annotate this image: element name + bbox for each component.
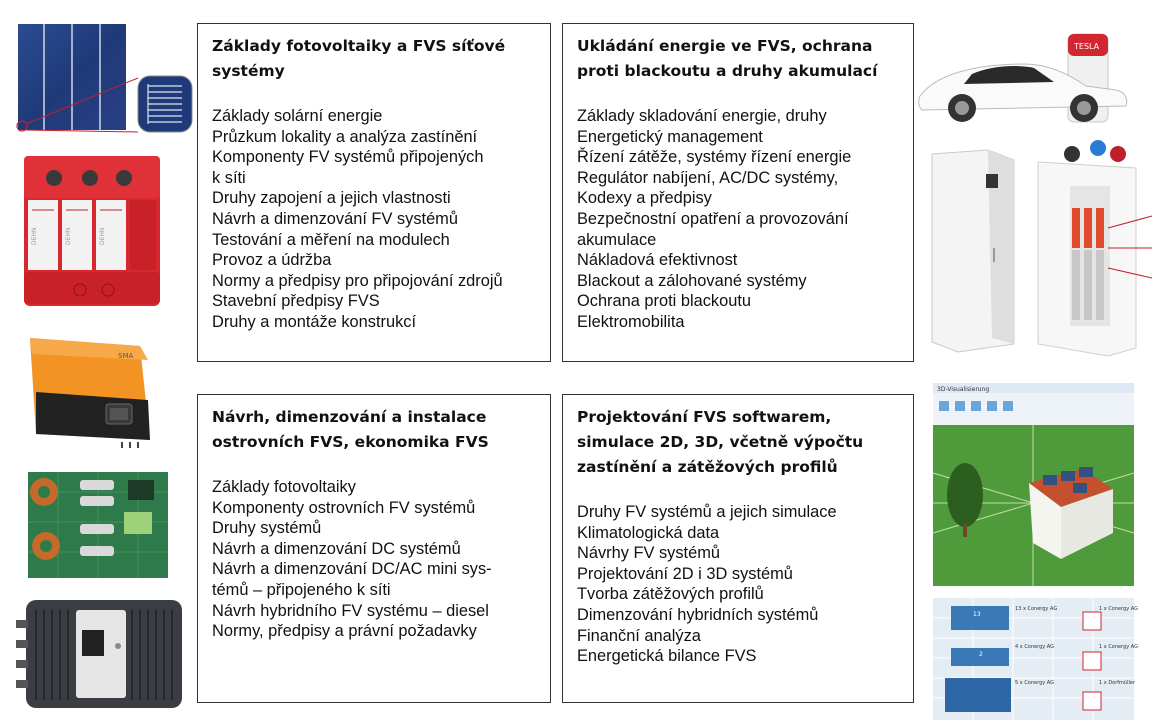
list-item: Tvorba zátěžových profilů bbox=[577, 585, 764, 604]
list-item: témů – připojeného k síti bbox=[212, 580, 391, 599]
string-label-3: 5 x Conergy AG bbox=[1015, 680, 1055, 686]
list-item: Nákladová efektivnost bbox=[577, 251, 738, 270]
electric-car-image bbox=[916, 26, 1148, 126]
list-item: Energetická bilance FVS bbox=[577, 647, 757, 666]
software-window-title: 3D-Visualisierung bbox=[937, 386, 990, 393]
tesla-logo: TESLA bbox=[1074, 42, 1100, 51]
solar-cell-image bbox=[14, 20, 194, 135]
list-item: Návrh hybridního FV systému – diesel bbox=[212, 601, 489, 620]
list-item: Ochrana proti blackoutu bbox=[577, 292, 752, 311]
topic-list bbox=[577, 502, 899, 667]
inverter-image bbox=[22, 330, 156, 450]
inverter-label-2: 1 x Conergy AG bbox=[1099, 644, 1139, 650]
list-item: akumulace bbox=[577, 230, 657, 249]
svg-text:DEHN: DEHN bbox=[99, 227, 106, 245]
box-offgrid-systems bbox=[197, 394, 551, 703]
topic-list bbox=[577, 106, 899, 333]
offgrid-inverter-image bbox=[12, 596, 184, 712]
list-item: Dimenzování hybridních systémů bbox=[577, 605, 819, 624]
list-item: Stavební předpisy FVS bbox=[212, 292, 380, 311]
box-software-design bbox=[562, 394, 914, 703]
list-item: Návrh a dimenzování DC systémů bbox=[212, 539, 461, 558]
box-title: Projektování FVS softwarem, simulace 2D, 3D, včetně výpočtu zastínění a zátěžových profilů bbox=[577, 408, 864, 476]
battery-storage-image bbox=[922, 138, 1154, 360]
list-item: Provoz a údržba bbox=[212, 251, 332, 270]
list-item: Průzkum lokality a analýza zastínění bbox=[212, 127, 478, 146]
box-energy-storage bbox=[562, 23, 914, 362]
list-item: Energetický management bbox=[577, 127, 763, 146]
list-item: Elektromobilita bbox=[577, 312, 685, 331]
list-item: Návrh a dimenzování DC/AC mini sys- bbox=[212, 560, 492, 579]
string-count-1: 13 bbox=[973, 611, 981, 618]
list-item: Řízení zátěže, systémy řízení energie bbox=[577, 148, 852, 167]
inverter-label-1: 1 x Conergy AG bbox=[1099, 606, 1139, 612]
svg-text:DEHN: DEHN bbox=[31, 227, 38, 245]
list-item: Kodexy a předpisy bbox=[577, 189, 712, 208]
list-item: Návrh a dimenzování FV systémů bbox=[212, 209, 458, 228]
list-item: Regulátor nabíjení, AC/DC systémy, bbox=[577, 168, 839, 187]
list-item: Projektování 2D i 3D systémů bbox=[577, 564, 793, 583]
box-title: Základy fotovoltaiky a FVS síťové systémy bbox=[212, 37, 506, 80]
list-item: Normy, předpisy a právní požadavky bbox=[212, 622, 477, 641]
surge-protector-image bbox=[18, 150, 166, 308]
topic-list bbox=[212, 477, 536, 642]
list-item: Základy solární energie bbox=[212, 107, 383, 125]
box-title: Ukládání energie ve FVS, ochrana proti blackoutu a druhy akumulací bbox=[577, 37, 878, 80]
circuit-board-image bbox=[28, 472, 168, 578]
list-item: Bezpečnostní opatření a provozování bbox=[577, 209, 849, 228]
list-item: Klimatologická data bbox=[577, 523, 720, 542]
list-item: Druhy systémů bbox=[212, 519, 322, 538]
box-grid-systems bbox=[197, 23, 551, 362]
string-plan-image bbox=[933, 598, 1139, 720]
list-item: Komponenty FV systémů připojených bbox=[212, 148, 484, 167]
box-title: Návrh, dimenzování a instalace ostrovních FVS, ekonomika FVS bbox=[212, 408, 489, 451]
string-count-2: 2 bbox=[979, 651, 983, 658]
list-item: Blackout a zálohované systémy bbox=[577, 271, 807, 290]
list-item: Testování a měření na modulech bbox=[212, 230, 450, 249]
string-label-1: 13 x Conergy AG bbox=[1015, 606, 1058, 612]
list-item: Druhy FV systémů a jejich simulace bbox=[577, 503, 837, 521]
list-item: k síti bbox=[212, 168, 246, 187]
software-3d-image bbox=[933, 383, 1134, 586]
sma-brand: SMA bbox=[118, 352, 134, 360]
list-item: Komponenty ostrovních FV systémů bbox=[212, 498, 476, 517]
list-item: Základy skladování energie, druhy bbox=[577, 107, 827, 125]
list-item: Druhy zapojení a jejich vlastnosti bbox=[212, 189, 451, 208]
topic-list bbox=[212, 106, 536, 333]
string-label-2: 4 x Conergy AG bbox=[1015, 644, 1055, 650]
svg-text:DEHN: DEHN bbox=[65, 227, 72, 245]
list-item: Normy a předpisy pro připojování zdrojů bbox=[212, 271, 503, 290]
list-item: Návrhy FV systémů bbox=[577, 544, 720, 563]
inverter-label-3: 1 x Dorfmüller bbox=[1099, 680, 1135, 686]
list-item: Základy fotovoltaiky bbox=[212, 478, 356, 496]
list-item: Finanční analýza bbox=[577, 626, 701, 645]
list-item: Druhy a montáže konstrukcí bbox=[212, 312, 417, 331]
